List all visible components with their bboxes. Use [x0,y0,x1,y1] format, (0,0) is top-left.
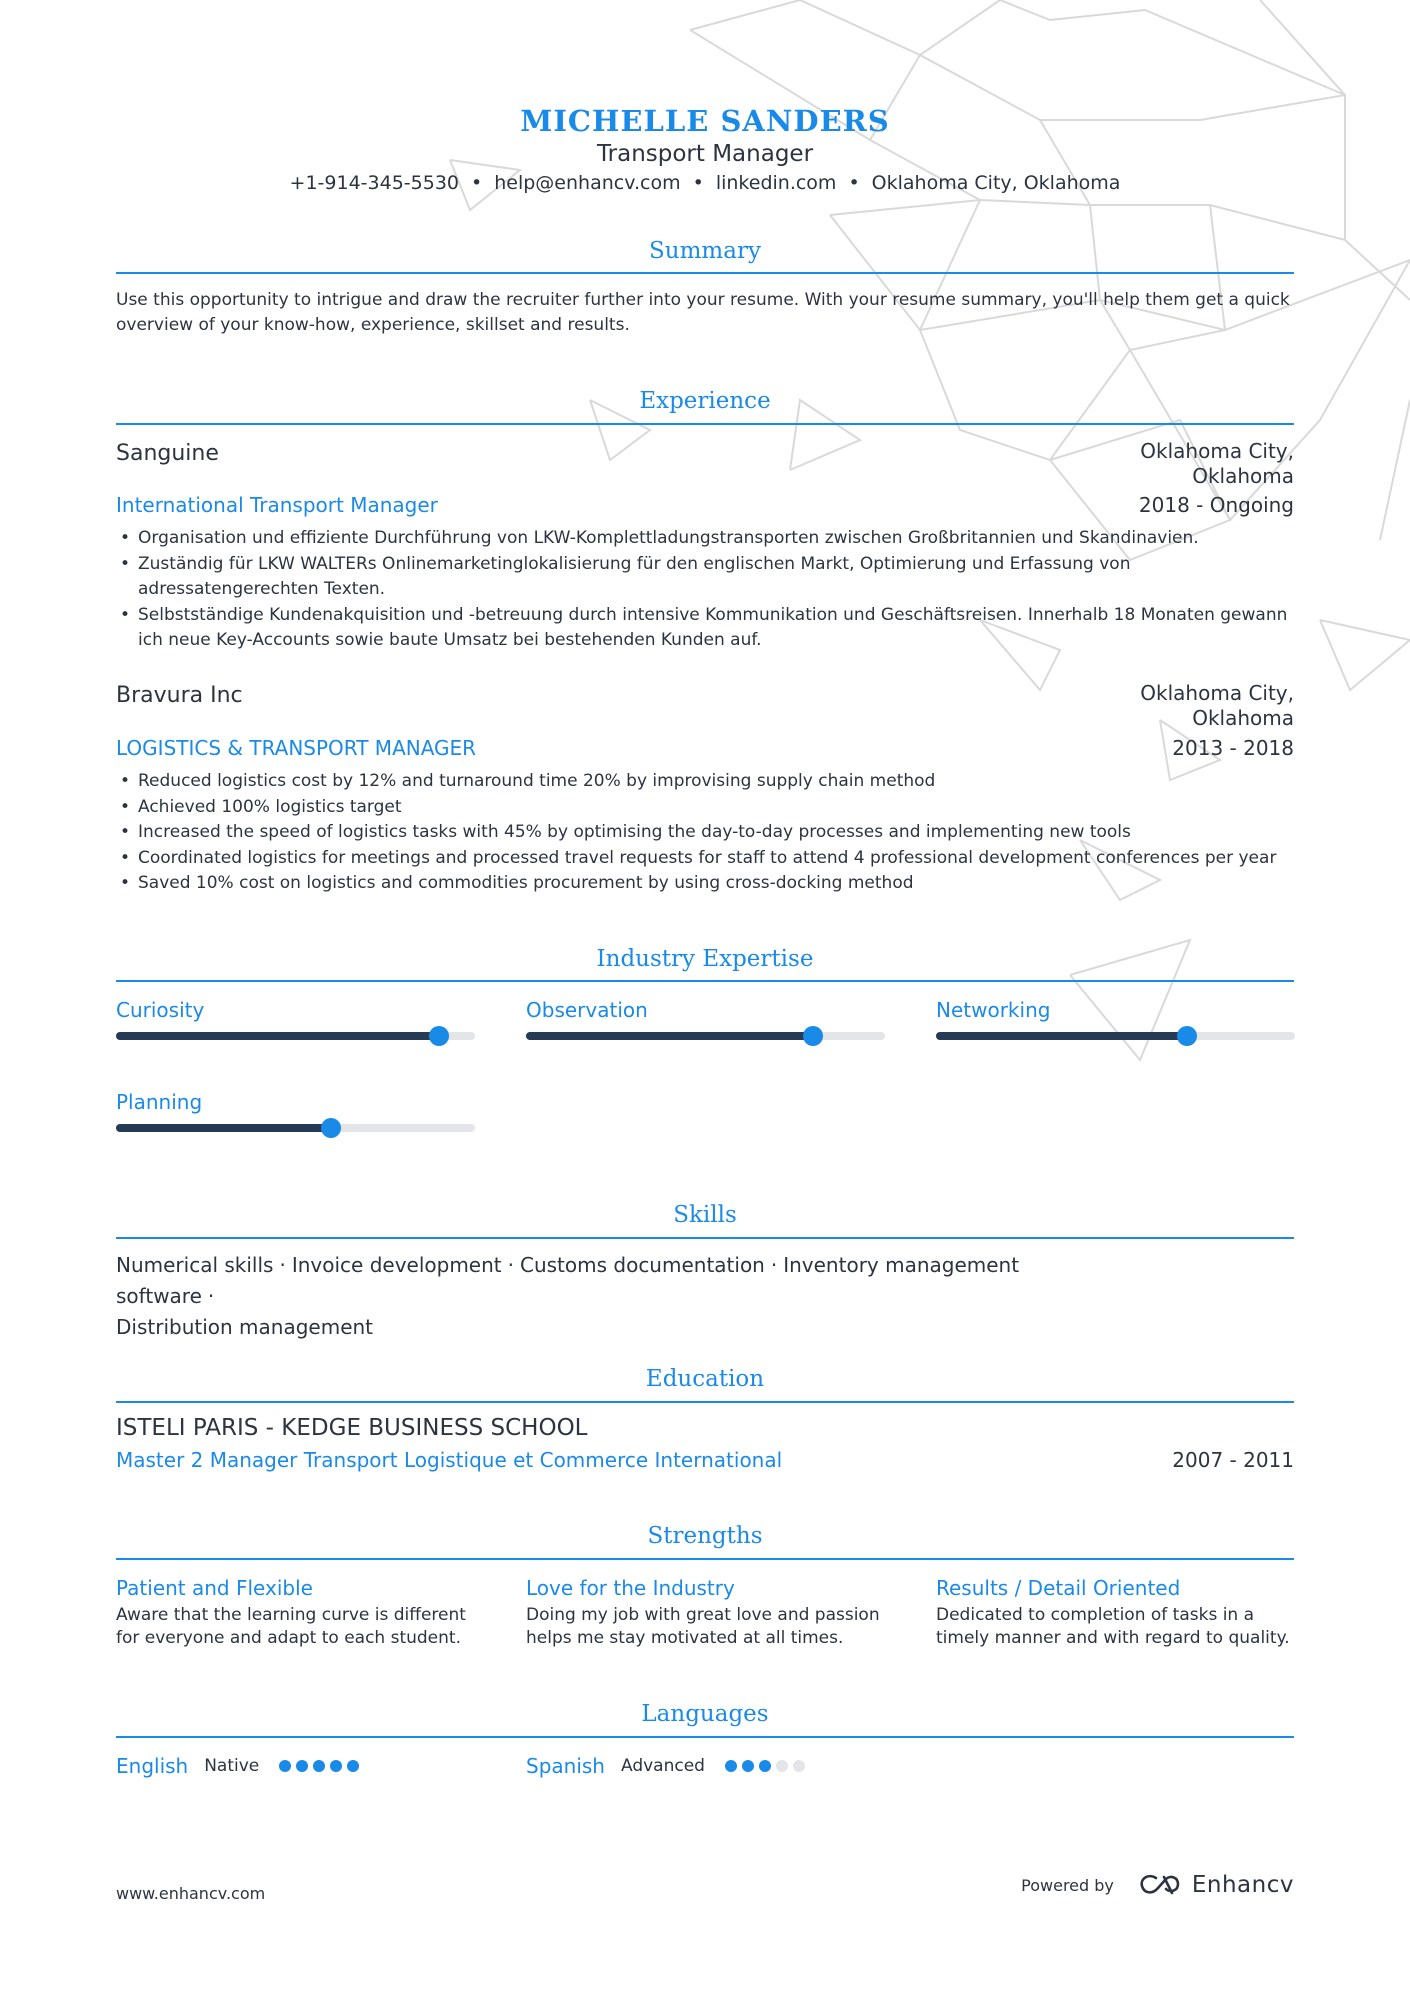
language-dot [742,1760,754,1772]
job-title: International Transport Manager [116,493,438,517]
language-item [116,1752,364,1780]
section-title-education: Education [645,1366,765,1392]
job-bullet: • Zuständig für LKW WALTERs Onlinemarketinglokalisierung für den englischen Markt, Optimierung und Erfassung von adressatengerechten Texten. [138,552,1294,603]
section-title-experience: Experience [639,388,771,414]
strength-item [936,1574,1296,1650]
job-bullet: • Coordinated logistics for meetings and processed travel requests for staff to attend 4 professional development conferences per year [138,846,1294,872]
strength-description: Doing my job with great love and passion helps me stay motivated at all times. [526,1605,880,1648]
language-dot [296,1760,308,1772]
language-dots [279,1760,364,1772]
email-link[interactable]: help@enhancv.com [494,172,681,194]
strength-title: Results / Detail Oriented [936,1576,1181,1600]
footer-website[interactable]: www.enhancv.com [116,1884,266,1903]
strength-item [526,1574,886,1650]
expertise-label: Networking [936,998,1051,1022]
section-title-languages: Languages [641,1701,769,1727]
job-bullets [116,769,1294,897]
expertise-fill [526,1032,813,1040]
section-divider [116,1558,1294,1560]
separator-bullet: • [471,172,483,194]
skill-item: Numerical skills [116,1253,274,1277]
separator-bullet: • [692,172,704,194]
location-text: Oklahoma City, Oklahoma [871,172,1121,194]
enhancv-logo-icon [1138,1873,1184,1897]
language-item [526,1752,810,1780]
skill-item: Inventory management software [116,1253,1020,1308]
strength-description: Dedicated to completion of tasks in a timely manner and with regard to quality. [936,1605,1290,1648]
job-bullets [116,526,1294,654]
expertise-bar [116,1088,475,1116]
skill-item: Invoice development [291,1253,502,1277]
skills-list [116,1250,1116,1343]
company-name: Sanguine [116,441,219,466]
expertise-bar [116,996,475,1024]
candidate-name: MICHELLE SANDERS [520,104,890,138]
expertise-knob [429,1026,449,1046]
language-dot [725,1760,737,1772]
language-dot [347,1760,359,1772]
language-level: Native [204,1756,260,1776]
strength-title: Patient and Flexible [116,1576,313,1600]
section-title-strengths: Strengths [647,1523,763,1549]
job-location: Oklahoma City, Oklahoma [1140,439,1294,488]
expertise-knob [321,1118,341,1138]
language-dot [759,1760,771,1772]
expertise-bar [936,996,1295,1024]
job-bullet: • Increased the speed of logistics tasks with 45% by optimising the day-to-day processes and implementing new tools [138,820,1294,846]
skill-item: Distribution management [116,1315,374,1339]
language-dot [330,1760,342,1772]
separator-bullet: • [848,172,860,194]
expertise-bar [526,996,885,1024]
expertise-fill [116,1124,331,1132]
job-bullet: • Reduced logistics cost by 12% and turnaround time 20% by improvising supply chain method [138,769,1294,795]
contact-line [116,170,1294,196]
expertise-track [526,1032,885,1040]
candidate-role: Transport Manager [596,141,814,167]
expertise-knob [1177,1026,1197,1046]
skill-separator: · [770,1253,778,1277]
job-dates: 2018 - Ongoing [1138,493,1294,517]
education-degree: Master 2 Manager Transport Logistique et Commerce International [116,1448,783,1472]
language-dot [793,1760,805,1772]
expertise-track [936,1032,1295,1040]
job-location: Oklahoma City, Oklahoma [1140,681,1294,730]
company-name: Bravura Inc [116,683,243,708]
footer-branding [1021,1872,1294,1898]
expertise-track [116,1032,475,1040]
job-bullet: • Saved 10% cost on logistics and commodities procurement by using cross-docking method [138,871,1294,897]
section-divider [116,272,1294,274]
section-title-skills: Skills [673,1202,737,1228]
job-bullet: • Selbstständige Kundenakquisition und -betreuung durch intensive Kommunikation und Geschäftsreisen. Innerhalb 18 Monaten gewann ich neue Key-Accounts sowie baute Umsatz bei bestehenden Kunden auf. [138,603,1294,654]
job-bullet: • Achieved 100% logistics target [138,795,1294,821]
skill-separator: · [507,1253,514,1277]
job-bullet: • Organisation und effiziente Durchführung von LKW-Komplettladungstransporten zwischen Großbritannien und Skandinavien. [138,526,1294,552]
brand-name[interactable]: Enhancv [1191,1872,1294,1898]
skill-separator: · [207,1284,215,1308]
expertise-fill [116,1032,439,1040]
expertise-track [116,1124,475,1132]
education-school: ISTELI PARIS - KEDGE BUSINESS SCHOOL [116,1415,588,1441]
expertise-knob [803,1026,823,1046]
skill-item: Customs documentation [519,1253,765,1277]
job-dates: 2013 - 2018 [1172,736,1294,760]
strength-description: Aware that the learning curve is different for everyone and adapt to each student. [116,1605,466,1648]
resume-header [116,104,1294,196]
section-divider [116,1736,1294,1738]
section-divider [116,423,1294,425]
powered-by-text: Powered by [1021,1875,1114,1895]
strength-title: Love for the Industry [526,1576,735,1600]
section-divider [116,980,1294,982]
language-dot [279,1760,291,1772]
expertise-fill [936,1032,1187,1040]
section-title-summary: Summary [649,238,761,264]
phone-number[interactable]: +1-914-345-5530 [289,172,460,194]
expertise-label: Curiosity [116,998,205,1022]
education-dates: 2007 - 2011 [1172,1448,1294,1472]
strength-item [116,1574,476,1650]
language-dot [776,1760,788,1772]
section-title-expertise: Industry Expertise [596,946,814,972]
language-level: Advanced [620,1756,705,1776]
language-name: Spanish [526,1754,605,1778]
job-title: LOGISTICS & TRANSPORT MANAGER [116,736,477,760]
language-dot [313,1760,325,1772]
language-name: English [116,1754,189,1778]
expertise-label: Planning [116,1090,203,1114]
section-divider [116,1401,1294,1403]
linkedin-link[interactable]: linkedin.com [715,172,837,194]
section-divider [116,1237,1294,1239]
language-dots [725,1760,810,1772]
skill-separator: · [279,1253,286,1277]
expertise-label: Observation [526,998,648,1022]
summary-text: Use this opportunity to intrigue and draw the recruiter further into your resume. With your resume summary, you'll help them get a quick overview of your know-how, experience, skillset and results. [116,290,1290,335]
